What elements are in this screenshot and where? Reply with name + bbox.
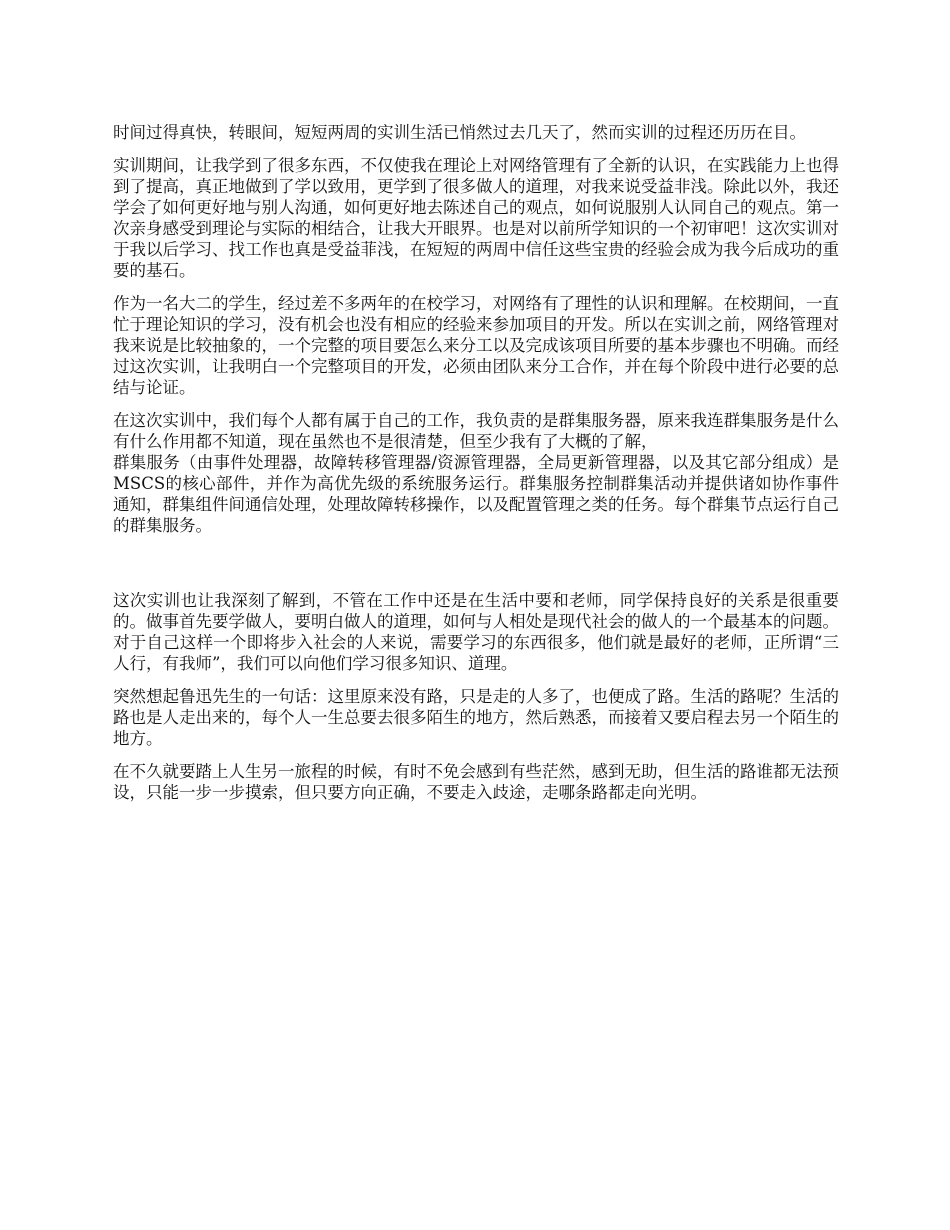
paragraph-3: 作为一名大二的学生，经过差不多两年的在校学习，对网络有了理性的认识和理解。在校期间，一直忙于理论知识的学习，没有机会也没有相应的经验来参加项目的开发。所以在实训之前，网络管理对我来说是比较抽象的，一个完整的项目要怎么来分工以及完成该项目所要的基本步骤也不明确。而经过这次实训，让我明白一个完整项目的开发，必须由团队来分工合作，并在每个阶段中进行必要的总结与论证。 [113,294,839,397]
paragraph-6: 突然想起鲁迅先生的一句话：这里原来没有路，只是走的人多了，也便成了路。生活的路呢？生活的路也是人走出来的，每个人一生总要去很多陌生的地方，然后熟悉，而接着又要启程去另一个陌生的地方。 [113,687,839,748]
paragraph-7: 在不久就要踏上人生另一旅程的时候，有时不免会感到有些茫然，感到无助，但生活的路谁都无法预设，只能一步一步摸索，但只要方向正确，不要走入歧途，走哪条路都走向光明。 [113,762,839,802]
paragraph-4: 在这次实训中，我们每个人都有属于自己的工作，我负责的是群集服务器，原来我连群集服务是什么有什么作用都不知道，现在虽然也不是很清楚，但至少我有了大概的了解， 群集服务（由事件处理器，故障转移管理器/资源管理器，全局更新管理器，以及其它部分组成）是MSCS的核心部件，并作为高优先级的系统服务运行。群集服务控制群集活动并提供诸如协作事件通知，群集组件间通信处理，处理故障转移操作，以及配置管理之类的任务。每个群集节点运行自己的群集服务。 [113,411,839,535]
paragraph-1: 时间过得真快，转眼间，短短两周的实训生活已悄然过去几天了，然而实训的过程还历历在目。 [113,123,806,142]
document-body [113,122,839,815]
paragraph-2: 实训期间，让我学到了很多东西，不仅使我在理论上对网络管理有了全新的认识，在实践能力上也得到了提高，真正地做到了学以致用，更学到了很多做人的道理，对我来说受益非浅。除此以外，我还学会了如何更好地与别人沟通，如何更好地去陈述自己的观点，如何说服别人认同自己的观点。第一次亲身感受到理论与实际的相结合，让我大开眼界。也是对以前所学知识的一个初审吧！这次实训对于我以后学习、找工作也真是受益菲浅，在短短的两周中信任这些宝贵的经验会成为我今后成功的重要的基石。 [113,156,839,280]
paragraph-5: 这次实训也让我深刻了解到，不管在工作中还是在生活中要和老师，同学保持良好的关系是很重要的。做事首先要学做人，要明白做人的道理，如何与人相处是现代社会的做人的一个最基本的问题。对于自己这样一个即将步入社会的人来说，需要学习的东西很多，他们就是最好的老师，正所谓“三人行，有我师”，我们可以向他们学习很多知识、道理。 [113,591,839,673]
